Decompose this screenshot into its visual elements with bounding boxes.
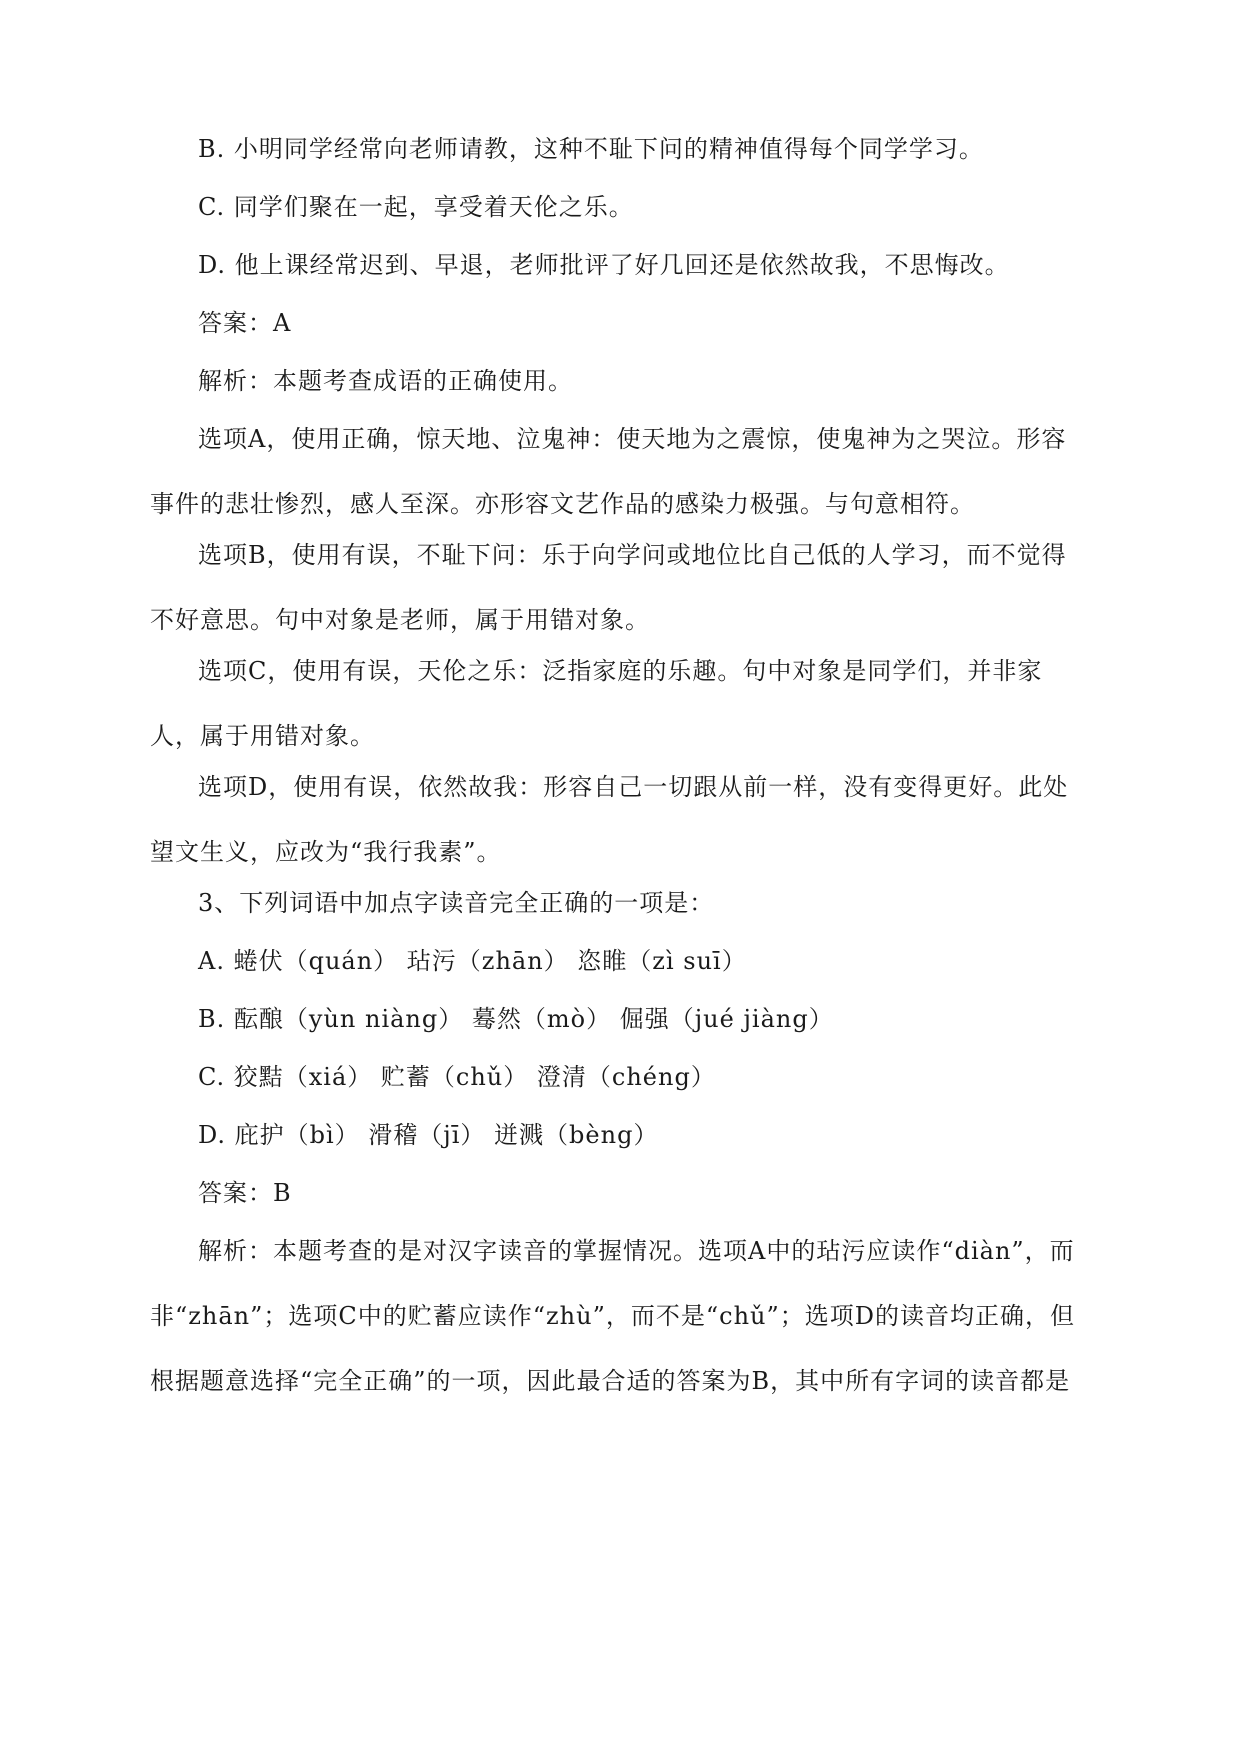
option-b-line: B. 小明同学经常向老师请教，这种不耻下问的精神值得每个同学学习。 [198, 135, 984, 163]
analysis-line: 解析：本题考查成语的正确使用。 [198, 367, 573, 395]
question-3-option-c: C. 狡黠（xiá） 贮蓄（chǔ） 澄清（chéng） [198, 1063, 716, 1091]
explanation-d: 选项D，使用有误，依然故我：形容自己一切跟从前一样，没有变得更好。此处望文生义，应改为“我行我素”。 [150, 773, 1069, 866]
question-3-option-a: A. 蜷伏（quán） 玷污（zhān） 恣睢（zì suī） [198, 947, 747, 975]
question-3-answer: 答案：B [198, 1179, 292, 1207]
question-3-option-d: D. 庇护（bì） 滑稽（jī） 迸溅（bèng） [198, 1121, 659, 1149]
question-3-title: 3、下列词语中加点字读音完全正确的一项是： [198, 889, 715, 917]
question-3-option-b: B. 酝酿（yùn niàng） 蓦然（mò） 倔强（jué jiàng） [198, 1005, 834, 1033]
explanation-a: 选项A，使用正确，惊天地、泣鬼神：使天地为之震惊，使鬼神为之哭泣。形容事件的悲壮惨烈，感人至深。亦形容文艺作品的感染力极强。与句意相符。 [150, 425, 1067, 518]
explanation-b: 选项B，使用有误，不耻下问：乐于向学问或地位比自己低的人学习，而不觉得不好意思。句中对象是老师，属于用错对象。 [150, 541, 1067, 634]
option-d-line: D. 他上课经常迟到、早退，老师批评了好几回还是依然故我，不思悔改。 [198, 251, 1010, 279]
option-c-line: C. 同学们聚在一起，享受着天伦之乐。 [198, 193, 634, 221]
answer-line: 答案：A [198, 309, 292, 337]
question-3-analysis: 解析：本题考查的是对汉字读音的掌握情况。选项A中的玷污应读作“diàn”，而非“zhān”；选项C中的贮蓄应读作“zhù”，而不是“chǔ”；选项D的读音均正确，但根据题意选择“完全正确”的一项，因此最合适的答案为B，其中所有字词的读音都是 [150, 1237, 1076, 1395]
explanation-c: 选项C，使用有误，天伦之乐：泛指家庭的乐趣。句中对象是同学们，并非家人，属于用错对象。 [150, 657, 1043, 750]
